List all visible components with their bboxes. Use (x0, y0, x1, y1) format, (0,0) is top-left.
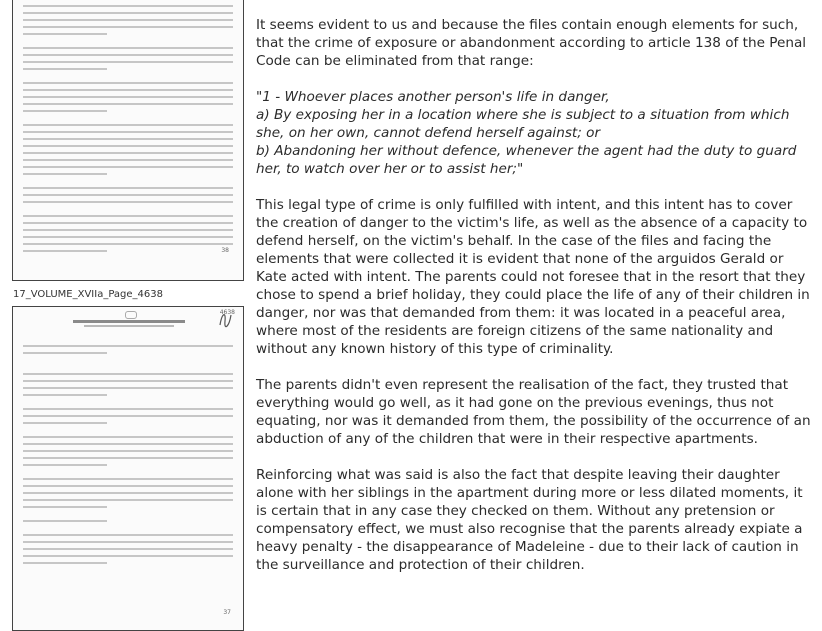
page-thumbnail-bottom[interactable] (12, 306, 244, 631)
page-number: 37 (223, 609, 231, 616)
paragraph-parents: The parents didn't even represent the realisation of the fact, they trusted that everything would go well, as it had gone on the previous evenings, thus not equating, nor was it demanded from them, the possibility of the occurrence of an abduction of any of the children that were in their respective apartments. (256, 377, 811, 447)
translation-text (256, 16, 816, 592)
page-number: 38 (221, 247, 229, 254)
paragraph-intent: This legal type of crime is only fulfilled with intent, and this intent has to cover the creation of danger to the victim's life, as well as the absence of a capacity to defend herself, on the victim's behalf. In the case of the files and facing the elements that were collected it is evident that none of the arguidos Gerald or Kate acted with intent. The parents could not foresee that in the resort that they chose to spend a brief holiday, they could place the life of any of their children in danger, nor was that demanded from them: it was located in a peaceful area, where most of the residents are foreign citizens of the same nationality and without any known history of this type of criminality. (256, 197, 810, 357)
scanned-text-lines (23, 345, 233, 630)
quote-line-a: a) By exposing her in a location where she is subject to a situation from which she, on her own, cannot defend herself against; or (256, 107, 790, 141)
crest-icon (125, 311, 137, 319)
page-thumbnail-top[interactable] (12, 0, 244, 281)
scanned-text-lines (23, 5, 233, 280)
thumbnail-caption: 17_VOLUME_XVIIa_Page_4638 (13, 289, 163, 300)
paragraph-intro: It seems evident to us and because the files contain enough elements for such, that the crime of exposure or abandonment according to article 138 of the Penal Code can be eliminated from that range: (256, 17, 807, 69)
quoted-article (256, 88, 816, 178)
handwritten-page-number: 4638 (219, 309, 235, 316)
quote-line-1: "1 - Whoever places another person's life in danger, (256, 89, 610, 105)
document-header (73, 320, 185, 330)
paragraph-reinforcing: Reinforcing what was said is also the fact that despite leaving their daughter alone with her siblings in the apartment during more or less dilated moments, it is certain that in any case they checked on them. Without any pretension or compensatory effect, we must also recognise that the parents already expiate a heavy penalty - the disappearance of Madeleine - due to their lack of caution in the surveillance and protection of their children. (256, 467, 803, 573)
quote-line-b: b) Abandoning her without defence, whenever the agent had the duty to guard her, to watch over her or to assist her;" (256, 143, 797, 177)
